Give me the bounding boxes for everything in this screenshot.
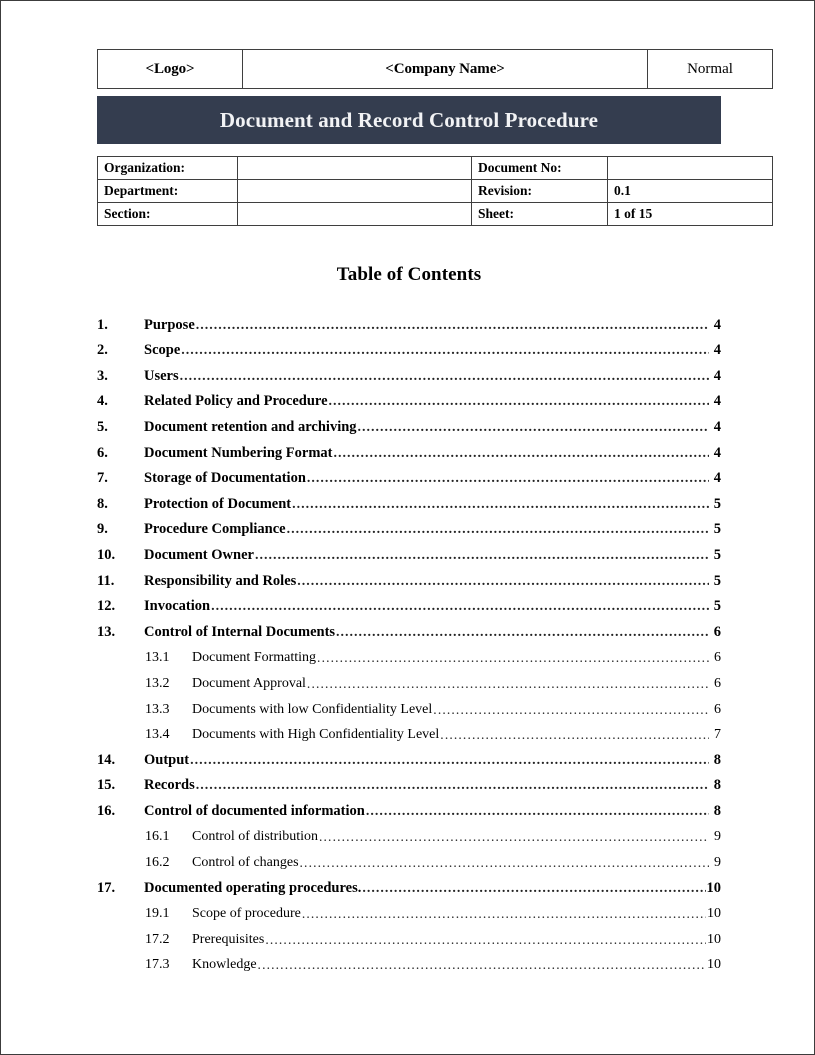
toc-leader-dots (302, 908, 706, 922)
toc-entry-page-number: 8 (713, 777, 721, 794)
toc-entry[interactable] (97, 743, 721, 769)
document-no-value (608, 157, 773, 180)
toc-entry-label: Control of Internal Documents (144, 623, 336, 640)
toc-entry-number: 3. (97, 367, 108, 384)
toc-entry[interactable] (97, 590, 721, 616)
toc-leader-dots (358, 421, 709, 436)
toc-entry-page-number: 4 (713, 418, 721, 435)
toc-entry-number: 16. (97, 802, 116, 819)
toc-entry-number: 11. (97, 572, 115, 589)
toc-entry[interactable] (97, 385, 721, 411)
toc-entry-label: Purpose (144, 316, 195, 333)
toc-entry-label: Control of distribution (192, 829, 318, 845)
toc-entry[interactable] (97, 845, 721, 871)
toc-entry-page-number: 4 (713, 367, 721, 384)
toc-entry-label: Records (144, 777, 195, 794)
toc-entry[interactable] (97, 922, 721, 948)
toc-entry[interactable] (97, 820, 721, 846)
toc-entry-number: 14. (97, 751, 116, 768)
toc-entry-page-number: 6 (713, 623, 721, 640)
toc-entry-page-number: 5 (713, 572, 721, 589)
toc-entry[interactable] (97, 308, 721, 334)
toc-entry-page-number: 6 (714, 701, 721, 717)
revision-value: 0.1 (608, 180, 773, 203)
toc-entry[interactable] (97, 897, 721, 923)
toc-entry-number: 13.3 (145, 701, 170, 717)
organization-label: Organization: (98, 157, 238, 180)
toc-entry-page-number: 10 (707, 931, 721, 947)
toc-entry-page-number: 10 (707, 906, 721, 922)
toc-leader-dots (440, 729, 709, 743)
toc-entry-label: Document retention and archiving (144, 418, 357, 435)
toc-entry[interactable] (97, 871, 721, 897)
toc-entry-page-number: 4 (713, 316, 721, 333)
toc-entry-page-number: 7 (714, 727, 721, 743)
toc-leader-dots (300, 857, 709, 871)
toc-entry-number: 13. (97, 623, 116, 640)
toc-entry-label: Document Formatting (192, 650, 317, 666)
toc-entry-label: Users (144, 367, 179, 384)
toc-entry[interactable] (97, 615, 721, 641)
document-no-label: Document No: (472, 157, 608, 180)
toc-leader-dots (287, 524, 709, 539)
toc-entry-page-number: 5 (713, 546, 721, 563)
toc-entry-page-number: 9 (714, 855, 721, 871)
toc-entry-label: Protection of Document (144, 495, 292, 512)
section-label: Section: (98, 203, 238, 226)
toc-entry-number: 17.3 (145, 957, 170, 973)
toc-entry-label: Document Approval (192, 675, 306, 691)
toc-leader-dots (433, 704, 709, 718)
toc-entry[interactable] (97, 487, 721, 513)
toc-entry-number: 13.4 (145, 727, 170, 743)
toc-leader-dots (297, 575, 709, 590)
toc-leader-dots (336, 626, 709, 641)
toc-entry-page-number: 6 (714, 650, 721, 666)
toc-entry-number: 12. (97, 598, 116, 615)
toc-entry-page-number: 5 (713, 495, 721, 512)
company-name-cell: <Company Name> (243, 50, 648, 89)
table-of-contents-heading: Table of Contents (336, 264, 482, 285)
toc-entry[interactable] (97, 666, 721, 692)
classification-cell: Normal (648, 50, 773, 89)
toc-leader-dots (181, 345, 709, 360)
toc-entry-label: Documented operating procedures. (144, 879, 362, 896)
toc-leader-dots (317, 652, 709, 666)
toc-entry-page-number: 6 (714, 675, 721, 691)
toc-entry[interactable] (97, 692, 721, 718)
toc-entry[interactable] (97, 794, 721, 820)
toc-entry-number: 2. (97, 342, 108, 359)
toc-entry[interactable] (97, 564, 721, 590)
toc-entry-number: 10. (97, 546, 116, 563)
department-label: Department: (98, 180, 238, 203)
department-value (238, 180, 472, 203)
toc-leader-dots (307, 678, 709, 692)
toc-entry-label: Procedure Compliance (144, 521, 286, 538)
toc-entry-page-number: 8 (713, 751, 721, 768)
toc-leader-dots (329, 396, 709, 411)
toc-leader-dots (211, 601, 709, 616)
toc-leader-dots (190, 754, 709, 769)
toc-entry-label: Storage of Documentation (144, 470, 306, 487)
toc-entry-number: 5. (97, 418, 108, 435)
document-title-banner (97, 96, 721, 144)
table-row (98, 50, 773, 89)
sheet-value: 1 of 15 (608, 203, 773, 226)
toc-entry[interactable] (97, 513, 721, 539)
toc-leader-dots (265, 934, 706, 948)
toc-entry-label: Knowledge (192, 957, 257, 973)
toc-leader-dots (366, 805, 709, 820)
toc-leader-dots (292, 498, 709, 513)
toc-entry-number: 13.2 (145, 675, 170, 691)
table-row (98, 203, 773, 226)
toc-entry-page-number: 10 (707, 957, 721, 973)
toc-entry-number: 16.2 (145, 855, 170, 871)
toc-entry-label: Control of documented information (144, 802, 365, 819)
table-of-contents-list (97, 308, 721, 973)
section-value (238, 203, 472, 226)
toc-entry-page-number: 5 (713, 598, 721, 615)
toc-entry-number: 4. (97, 393, 108, 410)
toc-entry-page-number: 4 (713, 393, 721, 410)
toc-entry-number: 19.1 (145, 906, 170, 922)
toc-entry-number: 13.1 (145, 650, 170, 666)
toc-entry[interactable] (97, 334, 721, 360)
toc-entry-label: Responsibility and Roles (144, 572, 297, 589)
sheet-label: Sheet: (472, 203, 608, 226)
toc-entry-label: Invocation (144, 598, 211, 615)
toc-entry-page-number: 5 (713, 521, 721, 538)
table-row (98, 157, 773, 180)
toc-entry-label: Control of changes (192, 855, 299, 871)
toc-leader-dots (258, 959, 706, 973)
toc-entry-number: 6. (97, 444, 108, 461)
toc-entry-number: 16.1 (145, 829, 170, 845)
toc-leader-dots (255, 549, 709, 564)
toc-entry-label: Scope of procedure (192, 906, 301, 922)
toc-entry-number: 9. (97, 521, 108, 538)
revision-label: Revision: (472, 180, 608, 203)
toc-entry[interactable] (97, 718, 721, 744)
logo-placeholder-cell: <Logo> (98, 50, 243, 89)
toc-entry-page-number: 4 (713, 470, 721, 487)
toc-entry[interactable] (97, 948, 721, 974)
toc-leader-dots (307, 473, 709, 488)
toc-entry-label: Related Policy and Procedure (144, 393, 328, 410)
document-info-table-wrap (97, 156, 721, 226)
toc-entry-page-number: 4 (713, 342, 721, 359)
toc-entry-number: 17. (97, 879, 116, 896)
toc-entry-label: Documents with High Confidentiality Level (192, 727, 440, 743)
table-row (98, 180, 773, 203)
toc-entry[interactable] (97, 359, 721, 385)
toc-leader-dots (333, 447, 709, 462)
toc-entry-page-number: 4 (713, 444, 721, 461)
toc-leader-dots (319, 831, 709, 845)
page-content (97, 49, 733, 973)
toc-leader-dots (196, 319, 709, 334)
organization-value (238, 157, 472, 180)
toc-entry-label: Document Owner (144, 546, 254, 563)
toc-entry-page-number: 10 (706, 879, 721, 896)
toc-leader-dots (362, 882, 705, 897)
page-title: Document and Record Control Procedure (219, 107, 599, 132)
toc-leader-dots (180, 370, 709, 385)
toc-entry-number: 7. (97, 470, 108, 487)
toc-entry-label: Documents with low Confidentiality Level (192, 701, 433, 717)
toc-entry-label: Document Numbering Format (144, 444, 333, 461)
toc-entry[interactable] (97, 462, 721, 488)
toc-entry-number: 1. (97, 316, 108, 333)
toc-entry[interactable] (97, 641, 721, 667)
toc-entry-number: 17.2 (145, 931, 170, 947)
toc-entry[interactable] (97, 769, 721, 795)
toc-entry[interactable] (97, 410, 721, 436)
document-info-table (97, 156, 773, 226)
toc-entry-number: 15. (97, 777, 116, 794)
toc-entry-label: Scope (144, 342, 181, 359)
toc-leader-dots (196, 780, 709, 795)
toc-entry[interactable] (97, 538, 721, 564)
document-header-table (97, 49, 773, 89)
toc-entry[interactable] (97, 436, 721, 462)
toc-entry-label: Output (144, 751, 190, 768)
toc-entry-number: 8. (97, 495, 108, 512)
toc-entry-page-number: 9 (714, 829, 721, 845)
toc-entry-label: Prerequisites (192, 931, 265, 947)
toc-entry-page-number: 8 (713, 802, 721, 819)
